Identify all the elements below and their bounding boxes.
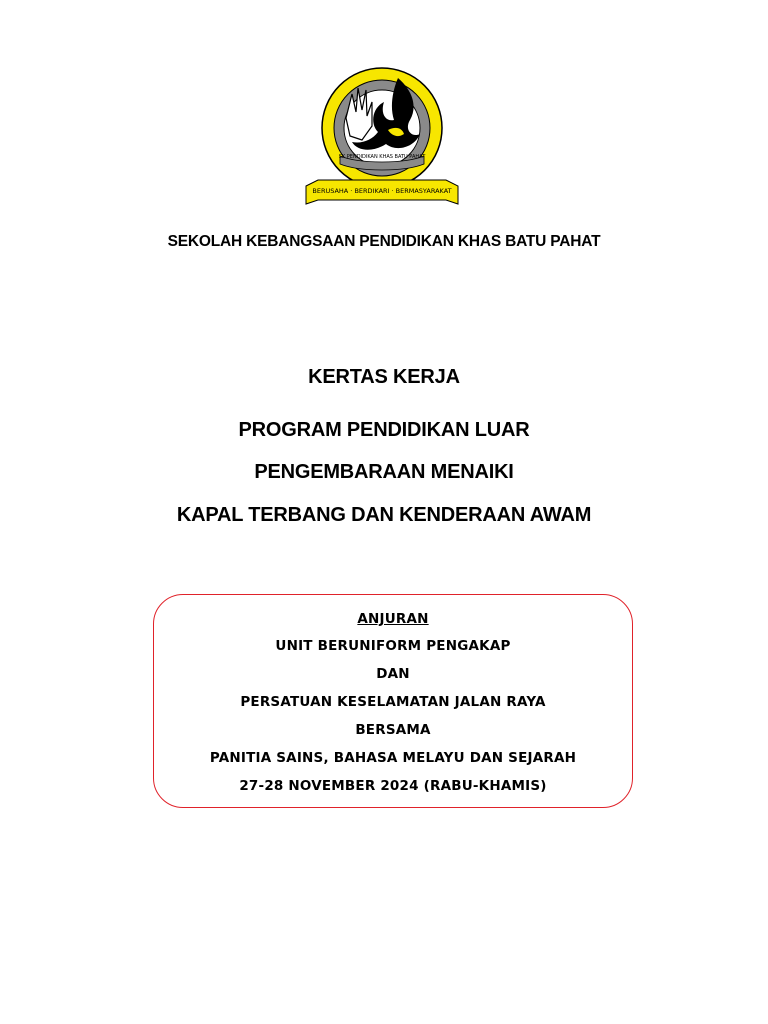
- program-title-line-2: PENGEMBARAAN MENAIKI: [254, 461, 514, 483]
- school-name: SEKOLAH KEBANGSAAN PENDIDIKAN KHAS BATU PAHAT: [167, 233, 601, 250]
- logo-banner-text: BERUSAHA · BERDIKARI · BERMASYARAKAT: [312, 187, 452, 195]
- school-logo: [300, 60, 464, 212]
- program-title-line-3: KAPAL TERBANG DAN KENDERAAN AWAM: [176, 504, 592, 526]
- organizer-unit: UNIT BERUNIFORM PENGAKAP: [275, 638, 511, 654]
- organizer-committees: PANITIA SAINS, BAHASA MELAYU DAN SEJARAH: [209, 750, 577, 766]
- document-type-title: KERTAS KERJA: [308, 366, 460, 388]
- organizer-box: [153, 594, 633, 808]
- organizer-conjunction: DAN: [376, 666, 410, 682]
- organizer-with: BERSAMA: [355, 722, 431, 738]
- organizer-association: PERSATUAN KESELAMATAN JALAN RAYA: [240, 694, 546, 710]
- logo-ring-text: SK PENDIDIKAN KHAS BATU PAHAT: [338, 154, 426, 160]
- program-title-line-1: PROGRAM PENDIDIKAN LUAR: [238, 419, 530, 441]
- event-date: 27-28 NOVEMBER 2024 (RABU-KHAMIS): [239, 778, 547, 794]
- organizer-heading: ANJURAN: [357, 611, 429, 627]
